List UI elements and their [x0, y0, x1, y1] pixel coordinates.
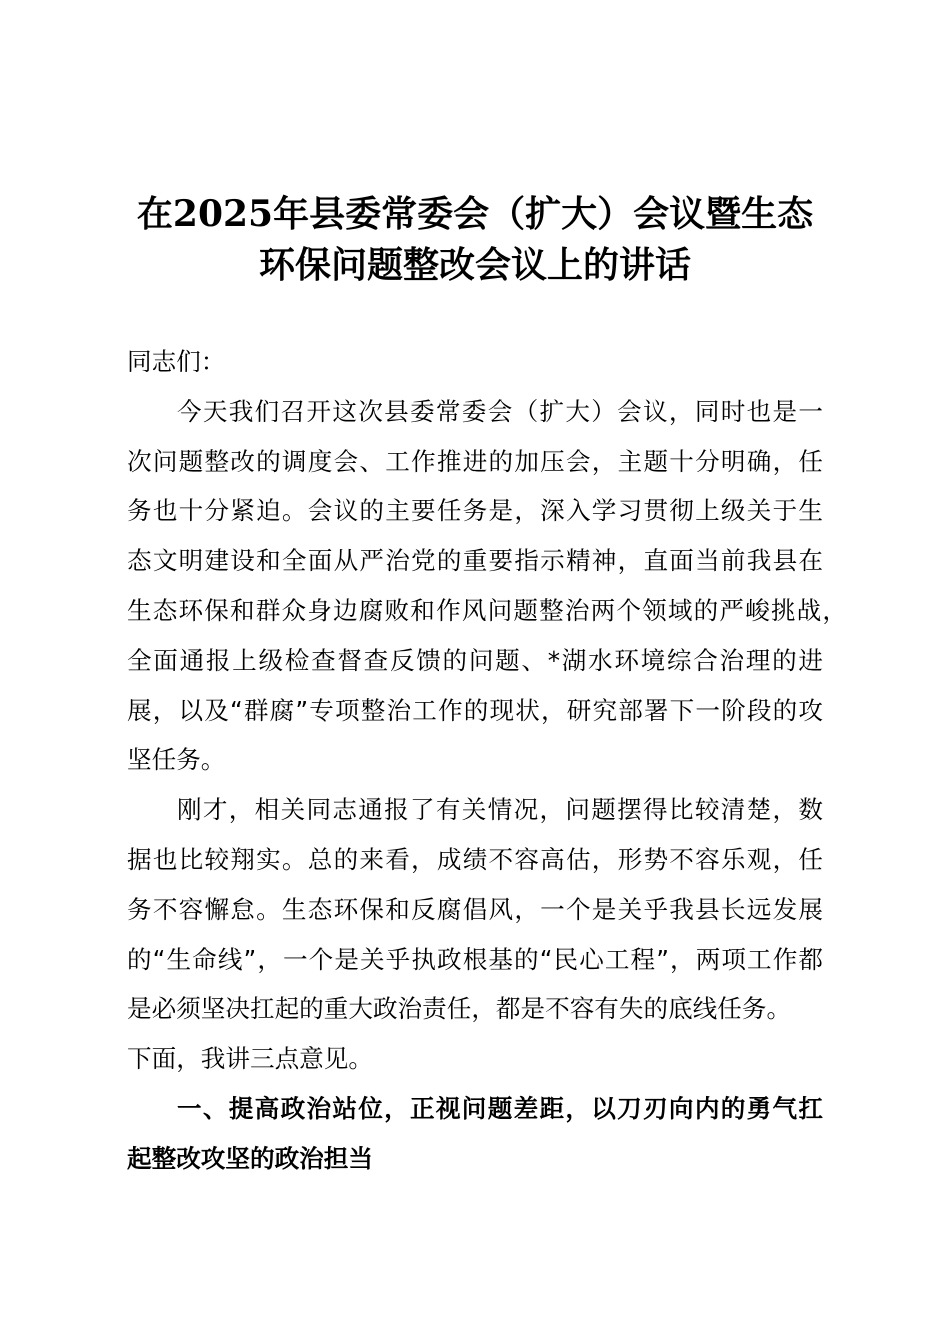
text-line: 务也十分紧迫。会议的主要任务是，深入学习贯彻上级关于生 — [127, 496, 823, 526]
text-line: 刚才，相关同志通报了有关情况，问题摆得比较清楚，数 — [177, 795, 823, 825]
text-line: 生态环保和群众身边腐败和作风问题整治两个领域的严峻挑战， — [127, 595, 847, 625]
text-line: 下面，我讲三点意见。 — [127, 1044, 373, 1074]
document-title-line-2: 环保问题整改会议上的讲话 — [258, 244, 691, 286]
document-title-line-1: 在2025年县委常委会（扩大）会议暨生态 — [136, 193, 814, 235]
salutation: 同志们： — [127, 347, 226, 376]
text-line: 务不容懈怠。生态环保和反腐倡风，一个是关乎我县长远发展 — [127, 894, 823, 924]
paragraph-1 — [127, 387, 847, 785]
text-line: 坚任务。 — [127, 745, 226, 775]
text-line: 是必须坚决扛起的重大政治责任，都是不容有失的底线任务。 — [127, 994, 792, 1024]
text-line: 全面通报上级检查督查反馈的问题、*湖水环境综合治理的进 — [127, 645, 823, 675]
text-line: 今天我们召开这次县委常委会（扩大）会议，同时也是一 — [177, 396, 823, 426]
section-heading-1 — [127, 1084, 823, 1184]
paragraph-2 — [127, 785, 823, 1084]
document-body — [127, 337, 847, 1184]
text-line: 态文明建设和全面从严治党的重要指示精神，直面当前我县在 — [127, 546, 823, 576]
text-line: 展，以及“群腐”专项整治工作的现状，研究部署下一阶段的攻 — [127, 695, 823, 725]
text-line: 的“生命线”，一个是关乎执政根基的“民心工程”，两项工作都 — [127, 944, 823, 974]
text-line: 据也比较翔实。总的来看，成绩不容高估，形势不容乐观，任 — [127, 844, 823, 874]
text-line: 次问题整改的调度会、工作推进的加压会，主题十分明确，任 — [127, 446, 823, 476]
heading-line: 一、提高政治站位，正视问题差距，以刀刃向内的勇气扛 — [177, 1093, 823, 1123]
heading-line: 起整改攻坚的政治担当 — [127, 1143, 373, 1173]
